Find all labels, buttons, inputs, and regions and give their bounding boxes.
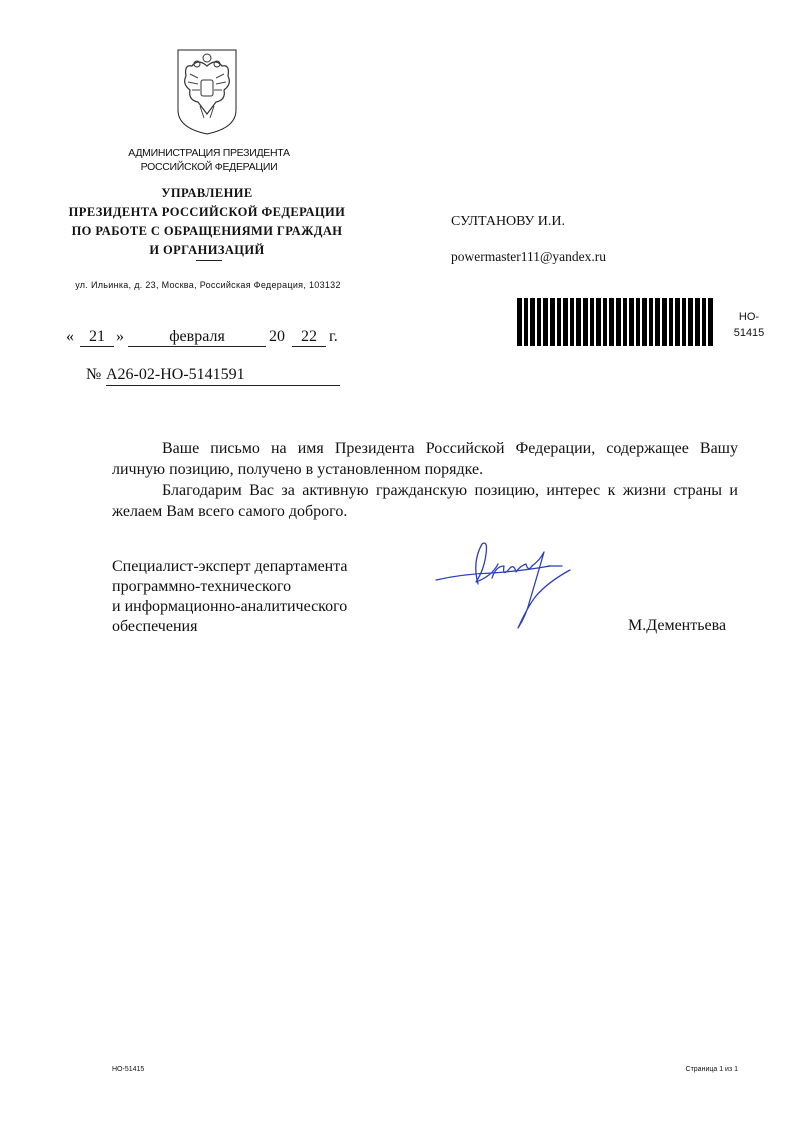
barcode-bar (543, 298, 548, 346)
department-line: ПРЕЗИДЕНТА РОССИЙСКОЙ ФЕДЕРАЦИИ (68, 205, 346, 219)
barcode-bar (682, 298, 687, 346)
barcode-bar (524, 298, 529, 346)
barcode-bar (623, 298, 628, 346)
department-line: УПРАВЛЕНИЕ (161, 186, 253, 200)
barcode-bar (563, 298, 568, 346)
barcode-label-line: 51415 (733, 327, 765, 339)
footer-document-code: НО-51415 (112, 1066, 145, 1073)
date-month: февраля (128, 328, 266, 347)
administration-line: РОССИЙСКОЙ ФЕДЕРАЦИИ (140, 161, 278, 173)
barcode-label-line: НО- (738, 311, 760, 323)
department-divider (196, 260, 222, 261)
date-year-suffix: г. (329, 328, 338, 345)
barcode-bar (583, 298, 588, 346)
barcode-bar (702, 298, 707, 346)
barcode-bar (669, 298, 674, 346)
signer-name: М.Дементьева (628, 617, 727, 634)
registration-number-value: А26-02-НО-5141591 (106, 366, 340, 386)
barcode (517, 298, 713, 346)
barcode-bar (675, 298, 680, 346)
administration-line: АДМИНИСТРАЦИЯ ПРЕЗИДЕНТА (128, 147, 290, 159)
barcode-bar (662, 298, 667, 346)
signer-title (112, 557, 412, 637)
barcode-bar (629, 298, 634, 346)
signer-title-line: Специалист-эксперт департамента (112, 558, 348, 575)
signer-title-line: и информационно-аналитического (112, 598, 348, 615)
state-emblem-icon (170, 44, 244, 136)
recipient-email: powermaster111@yandex.ru (451, 249, 607, 264)
recipient-name: СУЛТАНОВУ И.И. (451, 214, 566, 229)
barcode-bar (642, 298, 647, 346)
signer-title-line: программно-технического (112, 578, 292, 595)
barcode-bar (603, 298, 608, 346)
administration-title (104, 146, 314, 174)
barcode-bar (517, 298, 522, 346)
barcode-bar (636, 298, 641, 346)
department-line: ПО РАБОТЕ С ОБРАЩЕНИЯМИ ГРАЖДАН (71, 224, 343, 238)
date-close-quote: » (116, 328, 124, 345)
signer-title-line: обеспечения (112, 618, 198, 635)
barcode-bar (590, 298, 595, 346)
barcode-bar (695, 298, 700, 346)
barcode-bar (550, 298, 555, 346)
date-year: 22 (292, 328, 326, 347)
barcode-bar (530, 298, 535, 346)
barcode-bar (708, 298, 713, 346)
date-day: 21 (80, 328, 114, 347)
department-line: И ОРГАНИЗАЦИЙ (149, 243, 265, 257)
barcode-bar (649, 298, 654, 346)
registration-number (86, 366, 346, 390)
barcode-bar (609, 298, 614, 346)
barcode-bar (537, 298, 542, 346)
barcode-label (729, 309, 769, 341)
body-paragraph: Благодарим Вас за активную гражданскую позицию, интерес к жизни страны и желаем Вам всего самого доброго. (112, 482, 738, 520)
handwritten-signature (432, 536, 582, 636)
letter-body (112, 438, 738, 522)
letter-date (66, 328, 356, 352)
barcode-bar (557, 298, 562, 346)
footer-page-number: Страница 1 из 1 (685, 1066, 738, 1073)
number-sign: № (86, 366, 102, 383)
date-century: 20 (269, 328, 285, 345)
barcode-bar (596, 298, 601, 346)
barcode-bar (616, 298, 621, 346)
barcode-bar (655, 298, 660, 346)
barcode-bar (570, 298, 575, 346)
body-paragraph: Ваше письмо на имя Президента Российской Федерации, содержащее Вашу личную позицию, получено в установленном порядке. (112, 440, 738, 478)
department-title (52, 184, 362, 260)
sender-address: ул. Ильинка, д. 23, Москва, Российская Федерация, 103132 (75, 280, 341, 290)
barcode-bar (576, 298, 581, 346)
date-open-quote: « (66, 328, 74, 345)
barcode-bar (688, 298, 693, 346)
